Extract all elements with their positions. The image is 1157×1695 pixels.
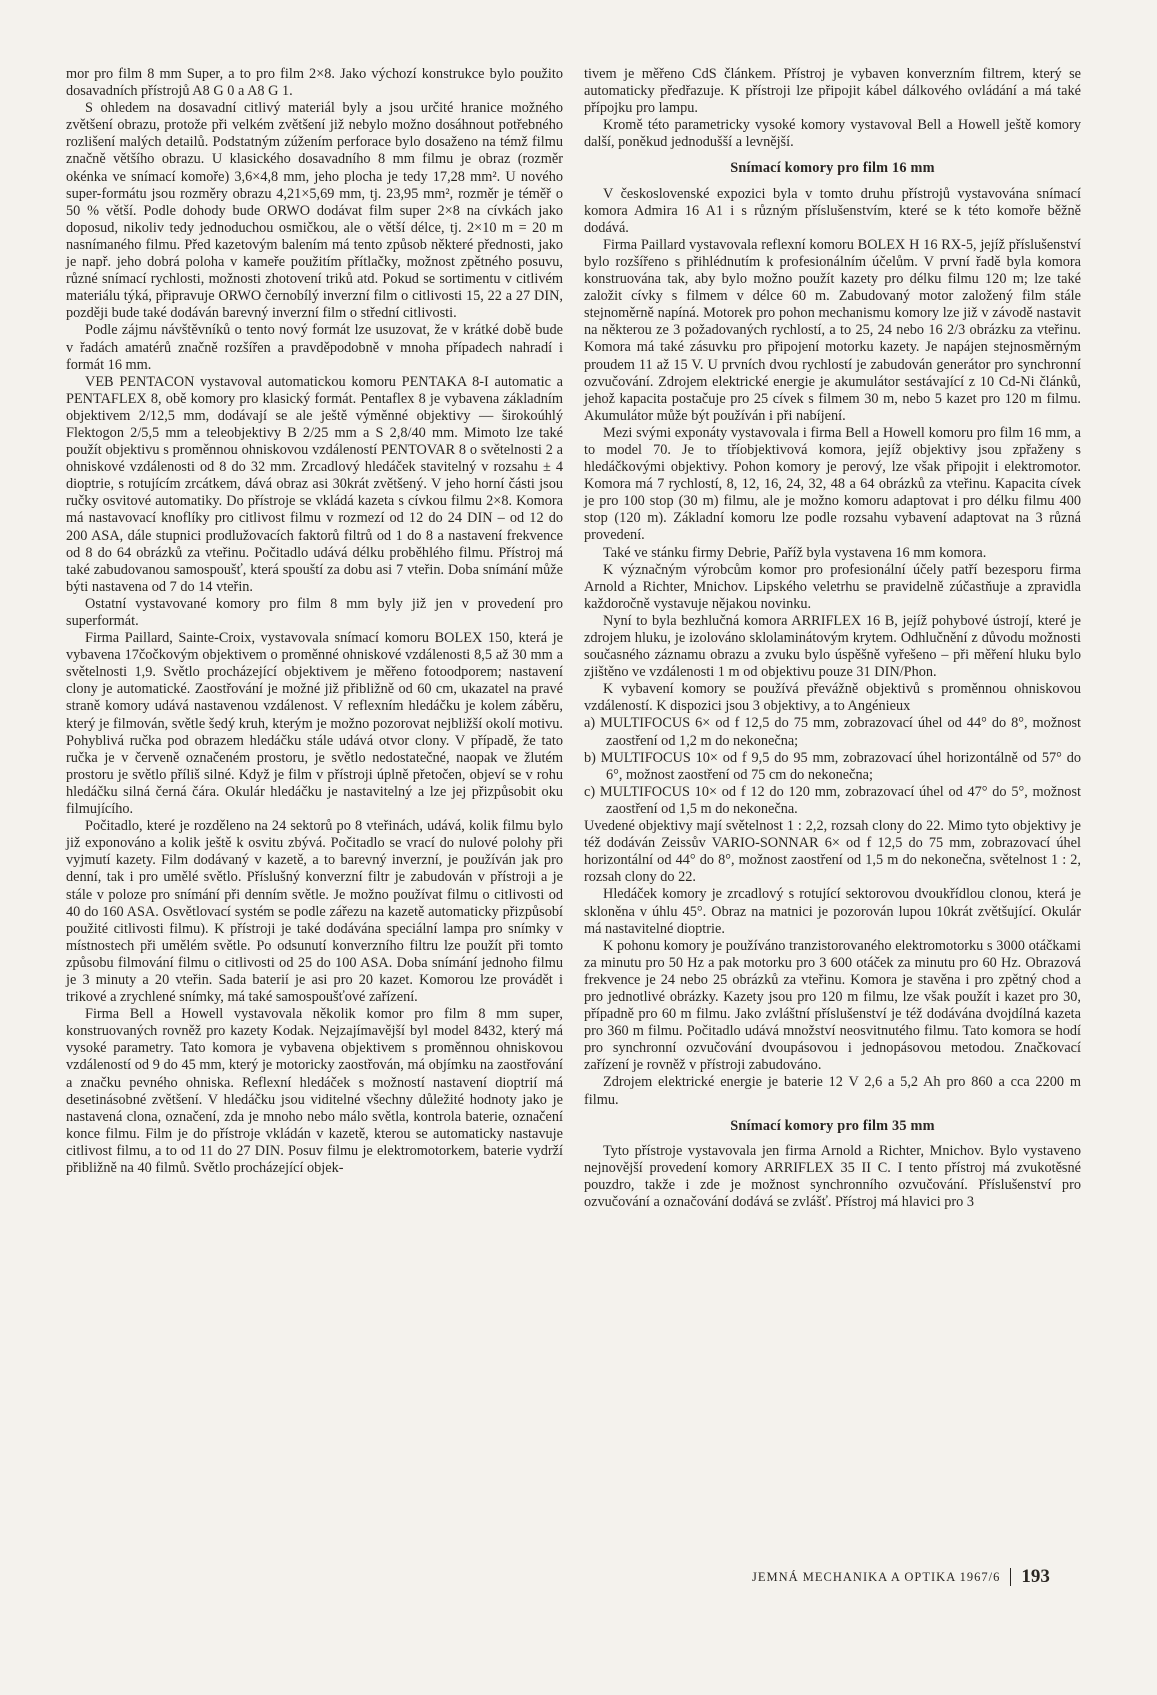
- paragraph: mor pro film 8 mm Super, a to pro film 2×8. Jako výchozí konstrukce bylo použito dosavadních přístrojů A8 G 0 a A8 G 1.: [66, 66, 563, 100]
- list-item: b) MULTIFOCUS 10× od f 9,5 do 95 mm, zobrazovací úhel horizontálně od 57° do 6°, možnost zaostření od 75 cm do nekonečna;: [584, 749, 1081, 783]
- section-heading: Snímací komory pro film 16 mm: [730, 160, 935, 177]
- paragraph: Podle zájmu návštěvníků o tento nový formát lze usuzovat, že v krátké době bude v řadách amatérů značně rozšířen a pravděpodobně v mnoha případech nahradí i formát 16 mm.: [66, 322, 563, 373]
- left-column: [66, 66, 563, 1177]
- paragraph: Firma Paillard vystavovala reflexní komoru BOLEX H 16 RX-5, jejíž příslušenství bylo rozšířeno s přihlédnutím k profesionálním účelům. V první řadě byla komora konstruována tak, aby bylo možno použít kazety pro délku filmu 120 m; lze také založit cívky s filmem v délce 60 m. Zabudovaný motor založený film stále stejnoměrně napíná. Motorek pro pohon mechanismu komory lze již v závodě nastavit na některou ze 3 požadovaných rychlostí, a to 25, 24 nebo 16 2/3 obrázku za vteřinu. Komora má také zásuvku pro připojení motorku kazety. Je napájen stejnosměrným proudem 11 až 15 V. U prvních dvou rychlostí je zabudován generátor pro synchronní ozvučování. Zdrojem elektrické energie je akumulátor sestávající z 10 Cd-Ni článků, jehož kapacita postačuje pro 25 cívek s filmem 30 m, nebo 5 kazet pro 120 m filmu. Akumulátor může být používán i při nabíjení.: [584, 236, 1081, 424]
- section-heading: Snímací komory pro film 35 mm: [730, 1117, 935, 1134]
- paragraph: tivem je měřeno CdS článkem. Přístroj je vybaven konverzním filtrem, který se automaticky předřazuje. K přístroji lze připojit kábel dálkového ovládání a má také přípojku pro lampu.: [584, 66, 1081, 117]
- page-number: 193: [1021, 1566, 1050, 1587]
- footer-divider: [1010, 1568, 1011, 1586]
- paragraph: Hledáček komory je zrcadlový s rotující sektorovou dvoukřídlou clonou, která je skloněna v úhlu 45°. Obraz na matnici je pozorován lupou 10krát zvětšující. Okulár má nastavitelné dioptrie.: [584, 886, 1081, 937]
- paragraph: Tyto přístroje vystavovala jen firma Arnold a Richter, Mnichov. Bylo vystaveno nejnovější provedení komory ARRIFLEX 35 II C. I tento přístroj má zvukotěsné pouzdro, takže i zde je možnost synchronního ozvučování. Příslušenství pro ozvučování a označování dodává se zvlášť. Přístroj má hlavici pro 3: [584, 1142, 1081, 1210]
- page-footer: [752, 1566, 1050, 1588]
- paragraph: Kromě této parametricky vysoké komory vystavoval Bell a Howell ještě komory další, poněkud jednodušší a levnější.: [584, 117, 1081, 151]
- paragraph: VEB PENTACON vystavoval automatickou komoru PENTAKA 8-I automatic a PENTAFLEX 8, obě komory pro klasický formát. Pentaflex 8 je vybavena základním objektivem 2/12,5 mm, dodávají se ale ještě výměnné objektivy — širokoúhlý Flektogon 2/5,5 mm a teleobjektivy B 2/25 mm a S 2,8/40 mm. Mimoto lze také použít objektivu s proměnnou ohniskovou vzdáleností PENTOVAR 8 o světelnosti 2 a ohniskové vzdálenosti od 8 do 32 mm. Zrcadlový hledáček stavitelný v rozsahu ± 4 dioptrie, s rotujícím zrcátkem, dává obraz asi 30krát zvětšený. V jeho horní části jsou ručky osvitové automatiky. Do přístroje se vkládá kazeta s cívkou filmu 2×8. Komora má nastavovací knoflíky pro citlivost filmu v rozmezí od 12 do 24 DIN – od 12 do 200 ASA, dále stupnici prodlužovacích faktorů filtrů od 1 do 8 a nastavení frekvence od 8 do 64 obrázků za vteřinu. Počitadlo udává délku proběhlého filmu. Přístroj má také zabudovanou samospoušť, která spouští za dobu asi 7 vteřin. Doba snímání může býti nastavena od 7 do 14 vteřin.: [66, 373, 563, 595]
- paragraph: Mezi svými exponáty vystavovala i firma Bell a Howell komoru pro film 16 mm, a to model 70. Je to tříobjektivová komora, jejíž objektivy jsou zpřaženy s hledáčkovými objektivy. Pohon komory je perový, lze však připojit i elektromotor. Komora má 7 rychlostí, 8, 12, 16, 24, 32, 48 a 64 obrázků za vteřinu. Kapacita cívek je pro 100 stop (30 m) filmu, ale je možno komoru adaptovat i pro délku filmu 400 stop (120 m). Základní komoru lze podle rozsahu vybavení adaptovat na 3 různá provedení.: [584, 424, 1081, 544]
- paragraph: Uvedené objektivy mají světelnost 1 : 2,2, rozsah clony do 22. Mimo tyto objektivy je též dodáván Zeissův VARIO-SONNAR 6× od f 12,5 do 75 mm, zobrazovací úhel horizontální od 44° do 8°, možnost zaostření od 1,5 m do nekonečna, světelnost 1 : 2, rozsah clony do 22.: [584, 818, 1081, 886]
- list-item: a) MULTIFOCUS 6× od f 12,5 do 75 mm, zobrazovací úhel od 44° do 8°, možnost zaostření od 1,2 m do nekonečna;: [584, 715, 1081, 749]
- paragraph: K vybavení komory se používá převážně objektivů s proměnnou ohniskovou vzdáleností. K dispozici jsou 3 objektivy, a to Angénieux: [584, 681, 1081, 715]
- paragraph: K pohonu komory je používáno tranzistorovaného elektromotorku s 3000 otáčkami za minutu pro 50 Hz a pak motorku pro 3 600 otáček za minutu pro 60 Hz. Obrazová frekvence je 24 nebo 25 obrázků za vteřinu. Komora je stavěna i pro zpětný chod a pro jednotlivé obrázky. Kazety jsou pro 120 m filmu, lze však použít i kazet pro 30, případně pro 60 m filmu. Jako zvláštní příslušenství je též dodávána dvojdílná kazeta pro 360 m filmu. Počitadlo udává množství neosvitnutého filmu. Tato komora se hodí pro synchronní ozvučování dvoupásovou i jednopásovou metodou. Značkovací zařízení je rovněž v přístroji zabudováno.: [584, 937, 1081, 1074]
- journal-title: JEMNÁ MECHANIKA A OPTIKA 1967/6: [752, 1569, 1001, 1584]
- paragraph: K význačným výrobcům komor pro profesionální účely patří bezesporu firma Arnold a Richter, Mnichov. Lipského veletrhu se pravidelně zúčastňuje a zpravidla každoročně vystavuje nějakou novinku.: [584, 561, 1081, 612]
- right-column: [584, 66, 1081, 1211]
- paragraph: V československé expozici byla v tomto druhu přístrojů vystavována snímací komora Admira 16 A1 i s různým příslušenstvím, které se k této komoře běžně dodává.: [584, 185, 1081, 236]
- paragraph: Firma Bell a Howell vystavovala několik komor pro film 8 mm super, konstruovaných rovněž pro kazety Kodak. Nejzajímavější byl model 8432, který má vysoké parametry. Tato komora je vybavena objektivem s proměnnou ohniskovou vzdáleností od 9 do 45 mm, který je motoricky zaostřován, má objímku na zaostřování a značku pevného ohniska. Reflexní hledáček s možností nastavení dioptrií má desetinásobné zvětšení. V hledáčku jsou viditelné všechny důležité hodnoty jako je nastavená clona, označení, zda je mnoho nebo málo světla, kontrola baterie, označení konce filmu. Film je do přístroje vkládán v kazetě, kterou se automaticky nastavuje citlivost filmu, a to od 11 do 27 DIN. Posuv filmu je elektromotorkem, baterie vydrží přibližně na 40 filmů. Světlo procházející objek-: [66, 1006, 563, 1176]
- paragraph: Ostatní vystavované komory pro film 8 mm byly již jen v provedení pro superformát.: [66, 595, 563, 629]
- paragraph: Nyní to byla bezhlučná komora ARRIFLEX 16 B, jejíž pohybové ústrojí, které je zdrojem hluku, je izolováno sklolaminátovým krytem. Odhlučnění z důvodu možnosti současného záznamu obrazu a zvuku bylo úspěšně vyřešeno – při měření hluku bylo zjištěno ve vzdálenosti 1 m od objektivu pouze 31 DIN/Phon.: [584, 612, 1081, 681]
- paragraph: S ohledem na dosavadní citlivý materiál byly a jsou určité hranice možného zvětšení obrazu, protože při velkém zvětšení již nebylo možno dosáhnout potřebného rozlišení malých detailů. Podstatným zúžením perforace bylo dosaženo na témž filmu značně většího obrazu. U klasického dosavadního 8 mm filmu je obraz (rozměr okénka ve snímací komoře) 3,6×4,8 mm, jeho plocha je tedy 17,28 mm². U nového super-formátu jsou rozměry obrazu 4,21×5,69 mm, tj. 23,95 mm², rozměr je téměř o 50 % větší. Podle dohody bude ORWO dodávat film super 2×8 na cívkách jako doposud, nikoliv tedy jednoduchou osmičkou, ale o větší délce, tj. 2×10 m = 20 m nasnímaného filmu. Před kazetovým balením má tento způsob některé přednosti, jako je např. jeho dobrá poloha v kameře použitím přítlačky, možnost zpětného posuvu, různé snímací rychlosti, možnosti zhotovení triků atd. Pokud se sortimentu v citlivém materiálu týká, připravuje ORWO černobílý inverzní film o citlivosti 15, 22 a 27 DIN, později bude také dodáván barevný inverzní film o střední citlivosti.: [66, 100, 563, 322]
- paragraph: Počitadlo, které je rozděleno na 24 sektorů po 8 vteřinách, udává, kolik filmu bylo již exponováno a kolik ještě k osvitu zbývá. Počitadlo se vrací do nulové polohy při vyjmutí kazety. Film dodávaný v kazetě, a to barevný inverzní, je používán jak pro denní, tak i pro umělé světlo. Příslušný konverzní filtr je zabudován v přístroji a je stále v poloze pro snímání při denním světle. Je možno používat filmu o citlivosti od 40 do 160 ASA. Osvětlovací systém se podle zářezu na kazetě automaticky přizpůsobí použité citlivosti filmu). K přístroji je také dodávána speciální lampa pro snímky v místnostech při umělém světle. Po odsunutí konverzního filtru lze použít při tomto způsobu filmování filmu o citlivosti od 25 do 100 ASA. Doba snímání jednoho filmu je 3 minuty a 20 vteřin. Sada baterií je asi pro 20 kazet. Komorou lze provádět i trikové a zrychlené snímky, má také samospoušťové zařízení.: [66, 818, 563, 1006]
- paragraph: Firma Paillard, Sainte-Croix, vystavovala snímací komoru BOLEX 150, která je vybavena 17čočkovým objektivem o proměnné ohniskové vzdálenosti 8,5 až 30 mm a světelnosti 1,9. Světlo procházející objektivem je měřeno fotoodporem; nastavení clony je automatické. Zaostřování je možné již přibližně od 60 cm, ukazatel na pravé straně komory udává nastavenou vzdálenost. V reflexním hledáčku je kolem záběru, který je filmován, světle šedý kruh, kterým je možno pozorovat nejbližší okolí motivu. Pohyblivá ručka pod obrazem hledáčku stále udává otvor clony. V případě, že tato ručka je v červeně označeném prostoru, je světlo nedostatečné, naopak ve žlutém prostoru je světlo příliš silné. Když je film v přístroji úplně přetočen, objeví se v rohu hledáčku silná černá čára. Okulár hledáčku je nastavitelný a lze jej přizpůsobit oku filmujícího.: [66, 630, 563, 818]
- paragraph: Také ve stánku firmy Debrie, Paříž byla vystavena 16 mm komora.: [603, 544, 987, 561]
- paragraph: Zdrojem elektrické energie je baterie 12 V 2,6 a 5,2 Ah pro 860 a cca 2200 m filmu.: [584, 1074, 1081, 1108]
- list-item: c) MULTIFOCUS 10× od f 12 do 120 mm, zobrazovací úhel od 47° do 5°, možnost zaostření od 1,5 m do nekonečna.: [584, 783, 1081, 817]
